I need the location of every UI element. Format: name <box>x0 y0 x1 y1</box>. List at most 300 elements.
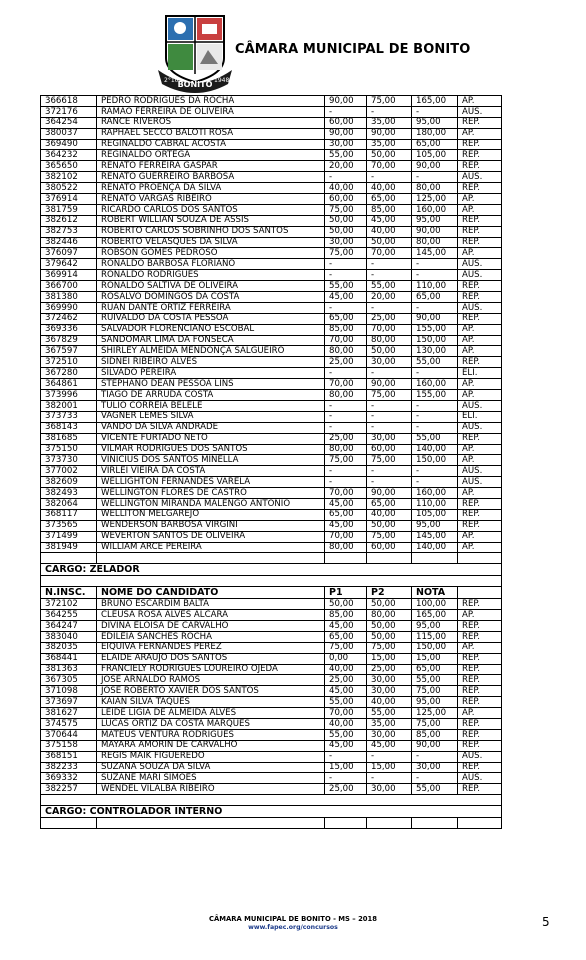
table-row <box>41 335 502 346</box>
final-grade-cell: 80,00 <box>412 183 458 194</box>
result-status-cell: REP. <box>458 313 502 324</box>
result-status-cell: AP. <box>458 708 502 719</box>
candidate-name-cell: RUIVALDO DA COSTA PESSOA <box>97 313 325 324</box>
registration-cell: 382102 <box>41 172 97 183</box>
registration-cell: 366618 <box>41 96 97 107</box>
table-row <box>41 281 502 292</box>
table-row <box>41 599 502 610</box>
final-grade-cell: 85,00 <box>412 729 458 740</box>
p1-score-cell: - <box>325 400 367 411</box>
results-table <box>40 95 502 829</box>
table-row <box>41 139 502 150</box>
result-status-cell: AUS. <box>458 259 502 270</box>
result-status-cell: AUS. <box>458 773 502 784</box>
candidate-name-cell: RANCE RIVEROS <box>97 117 325 128</box>
registration-cell: 382612 <box>41 215 97 226</box>
table-row <box>41 400 502 411</box>
result-status-cell: AP. <box>458 204 502 215</box>
candidate-name-cell: MATEUS VENTURA RODRIGUES <box>97 729 325 740</box>
p2-score-cell: 75,00 <box>367 642 412 653</box>
cargo-controlador-section <box>41 795 502 829</box>
p2-score-cell: 30,00 <box>367 729 412 740</box>
p2-score-cell: 80,00 <box>367 610 412 621</box>
p1-score-cell: - <box>325 477 367 488</box>
final-grade-cell: 55,00 <box>412 784 458 795</box>
registration-cell: 382446 <box>41 237 97 248</box>
registration-cell: 383040 <box>41 631 97 642</box>
result-status-cell: AP. <box>458 610 502 621</box>
table-row <box>41 117 502 128</box>
final-grade-cell: 30,00 <box>412 762 458 773</box>
candidate-name-cell: PEDRO RODRIGUES DA ROCHA <box>97 96 325 107</box>
p1-score-cell: 50,00 <box>325 599 367 610</box>
candidate-name-cell: ELAIDE ARAUJO DOS SANTOS <box>97 653 325 664</box>
registration-cell: 364232 <box>41 150 97 161</box>
p2-score-cell: - <box>367 270 412 281</box>
candidate-name-column-header: NOME DO CANDIDATO <box>97 587 325 599</box>
candidate-name-cell: RENATO PROENÇA DA SILVA <box>97 183 325 194</box>
registration-cell: 373733 <box>41 411 97 422</box>
registration-cell: 382035 <box>41 642 97 653</box>
p2-score-cell: 40,00 <box>367 183 412 194</box>
result-status-cell: REP. <box>458 237 502 248</box>
candidate-name-cell: CLEUSA ROSA ALVES ALCARA <box>97 610 325 621</box>
final-grade-cell: 90,00 <box>412 740 458 751</box>
p2-score-cell: - <box>367 477 412 488</box>
registration-cell: 364247 <box>41 620 97 631</box>
result-status-cell: AP. <box>458 642 502 653</box>
table-row <box>41 346 502 357</box>
final-grade-cell: 100,00 <box>412 599 458 610</box>
p1-score-cell: 75,00 <box>325 455 367 466</box>
p1-score-cell: - <box>325 259 367 270</box>
result-status-cell: AUS. <box>458 302 502 313</box>
p2-score-cell: 90,00 <box>367 488 412 499</box>
candidate-name-cell: MAYARA AMORIN DE CARVALHO <box>97 740 325 751</box>
final-grade-cell: - <box>412 411 458 422</box>
final-grade-cell: - <box>412 368 458 379</box>
p1-score-cell: 40,00 <box>325 183 367 194</box>
final-grade-cell: - <box>412 270 458 281</box>
p1-score-cell: 15,00 <box>325 762 367 773</box>
registration-cell: 382753 <box>41 226 97 237</box>
result-status-cell: REP. <box>458 740 502 751</box>
result-status-cell: REP. <box>458 653 502 664</box>
result-status-cell: AP. <box>458 194 502 205</box>
p1-score-cell: - <box>325 368 367 379</box>
p1-column-header: P1 <box>325 587 367 599</box>
result-status-cell: REP. <box>458 762 502 773</box>
final-grade-cell: 160,00 <box>412 379 458 390</box>
p2-score-cell: 30,00 <box>367 784 412 795</box>
cargo-zelador-heading: CARGO: ZELADOR <box>41 564 502 576</box>
p1-score-cell: - <box>325 751 367 762</box>
final-grade-cell: 90,00 <box>412 161 458 172</box>
registration-cell: 382609 <box>41 477 97 488</box>
candidate-name-cell: SIDNEI RIBEIRO ALVES <box>97 357 325 368</box>
final-grade-cell: 150,00 <box>412 455 458 466</box>
final-grade-cell: 130,00 <box>412 346 458 357</box>
p2-score-cell: - <box>367 411 412 422</box>
candidate-name-cell: SHIRLEY ALMEIDA MENDONÇA SALGUEIRO <box>97 346 325 357</box>
final-grade-cell: 95,00 <box>412 697 458 708</box>
p2-score-cell: 90,00 <box>367 128 412 139</box>
table-row <box>41 292 502 303</box>
column-header-row <box>41 587 502 599</box>
final-grade-cell: 165,00 <box>412 610 458 621</box>
registration-cell: 372176 <box>41 106 97 117</box>
p1-score-cell: 45,00 <box>325 686 367 697</box>
p1-score-cell: 55,00 <box>325 729 367 740</box>
result-status-cell: REP. <box>458 498 502 509</box>
candidate-name-cell: TULIO CORREIA BELELE <box>97 400 325 411</box>
p2-score-cell: 60,00 <box>367 444 412 455</box>
candidate-name-cell: WELLINGTON FLORES DE CASTRO <box>97 488 325 499</box>
p1-score-cell: 30,00 <box>325 139 367 150</box>
table-row <box>41 697 502 708</box>
registration-cell: 372510 <box>41 357 97 368</box>
candidate-name-cell: REGINALDO ORTEGA <box>97 150 325 161</box>
registration-cell: 365650 <box>41 161 97 172</box>
registration-cell: 375150 <box>41 444 97 455</box>
p2-score-cell: 55,00 <box>367 708 412 719</box>
cargo-controlador-heading: CARGO: CONTROLADOR INTERNO <box>41 806 502 818</box>
registration-cell: 370644 <box>41 729 97 740</box>
result-status-cell: ELI. <box>458 368 502 379</box>
candidate-name-cell: SALVADOR FLORENCIANO ESCOBAL <box>97 324 325 335</box>
registration-cell: 374575 <box>41 718 97 729</box>
p1-score-cell: 80,00 <box>325 390 367 401</box>
final-grade-cell: 75,00 <box>412 686 458 697</box>
result-status-cell: REP. <box>458 620 502 631</box>
registration-cell: 373996 <box>41 390 97 401</box>
p1-score-cell: 25,00 <box>325 784 367 795</box>
registration-cell: 376914 <box>41 194 97 205</box>
p1-score-cell: 85,00 <box>325 324 367 335</box>
p1-score-cell: 40,00 <box>325 718 367 729</box>
p2-score-cell: - <box>367 259 412 270</box>
p1-score-cell: 70,00 <box>325 335 367 346</box>
candidate-name-cell: EIQUIVÁ FERNANDES PEREZ <box>97 642 325 653</box>
table-row <box>41 248 502 259</box>
p2-score-cell: 70,00 <box>367 248 412 259</box>
registration-cell: 366700 <box>41 281 97 292</box>
result-status-cell: REP. <box>458 718 502 729</box>
p1-score-cell: 70,00 <box>325 708 367 719</box>
table-row <box>41 368 502 379</box>
registration-cell: 368117 <box>41 509 97 520</box>
table-row <box>41 237 502 248</box>
final-grade-cell: - <box>412 106 458 117</box>
registration-cell: 381759 <box>41 204 97 215</box>
p1-score-cell: 65,00 <box>325 631 367 642</box>
municipal-crest-icon <box>152 12 238 94</box>
document-footer <box>0 915 586 931</box>
candidate-name-cell: SUZANE MARI SIMÕES <box>97 773 325 784</box>
p1-score-cell: 80,00 <box>325 542 367 553</box>
table-row <box>41 128 502 139</box>
p1-score-cell: 40,00 <box>325 664 367 675</box>
registration-cell: 381949 <box>41 542 97 553</box>
table-row <box>41 357 502 368</box>
p1-score-cell: 75,00 <box>325 204 367 215</box>
table-row <box>41 433 502 444</box>
p1-score-cell: 25,00 <box>325 357 367 368</box>
result-status-cell: AUS. <box>458 270 502 281</box>
p1-score-cell: 80,00 <box>325 444 367 455</box>
registration-cell: 369990 <box>41 302 97 313</box>
p2-score-cell: 25,00 <box>367 313 412 324</box>
registration-cell: 364861 <box>41 379 97 390</box>
p2-score-cell: 75,00 <box>367 455 412 466</box>
candidate-name-cell: WILLIAM ARCE PEREIRA <box>97 542 325 553</box>
result-status-cell: AP. <box>458 324 502 335</box>
candidate-name-cell: ROBERTO CARLOS SOBRINHO DOS SANTOS <box>97 226 325 237</box>
table-row <box>41 324 502 335</box>
table-row <box>41 194 502 205</box>
table-row <box>41 411 502 422</box>
table-row <box>41 708 502 719</box>
p2-score-cell: - <box>367 106 412 117</box>
table-row <box>41 631 502 642</box>
candidate-name-cell: RUAN DANTE ORTIZ FERREIRA <box>97 302 325 313</box>
final-grade-cell: 140,00 <box>412 444 458 455</box>
final-grade-cell: 55,00 <box>412 357 458 368</box>
result-status-cell: AP. <box>458 346 502 357</box>
table-row <box>41 498 502 509</box>
candidate-name-cell: WENDEL VILALBA RIBEIRO <box>97 784 325 795</box>
status-column-header <box>458 587 502 599</box>
table-row <box>41 172 502 183</box>
final-grade-cell: 105,00 <box>412 150 458 161</box>
result-status-cell: AP. <box>458 379 502 390</box>
p2-score-cell: 75,00 <box>367 390 412 401</box>
p2-score-cell: 50,00 <box>367 620 412 631</box>
result-status-cell: AP. <box>458 444 502 455</box>
final-grade-cell: 110,00 <box>412 281 458 292</box>
registration-cell: 377002 <box>41 466 97 477</box>
result-status-cell: AUS. <box>458 751 502 762</box>
p2-score-cell: 15,00 <box>367 762 412 773</box>
p1-score-cell: 80,00 <box>325 346 367 357</box>
result-status-cell: REP. <box>458 729 502 740</box>
p2-score-cell: 60,00 <box>367 542 412 553</box>
result-status-cell: REP. <box>458 697 502 708</box>
final-grade-cell: 55,00 <box>412 433 458 444</box>
table-row <box>41 740 502 751</box>
registration-cell: 369914 <box>41 270 97 281</box>
table-row <box>41 509 502 520</box>
p2-score-cell: 45,00 <box>367 740 412 751</box>
registration-cell: 382064 <box>41 498 97 509</box>
registration-cell: 367280 <box>41 368 97 379</box>
candidate-name-cell: JOSÉ ARNALDO RAMOS <box>97 675 325 686</box>
result-status-cell: AP. <box>458 128 502 139</box>
candidate-name-cell: JOSÉ ROBERTO XAVIER DOS SANTOS <box>97 686 325 697</box>
p2-score-cell: - <box>367 466 412 477</box>
candidate-name-cell: WELLINGTON MIRANDA MALENGO ANTONIO <box>97 498 325 509</box>
result-status-cell: ELI. <box>458 411 502 422</box>
p1-score-cell: 55,00 <box>325 281 367 292</box>
candidate-name-cell: RENATO FERREIRA GASPAR <box>97 161 325 172</box>
organization-title: CÂMARA MUNICIPAL DE BONITO <box>235 42 471 57</box>
candidate-name-cell: VAGNER LEMES SILVA <box>97 411 325 422</box>
registration-cell: 367597 <box>41 346 97 357</box>
p2-score-cell: 70,00 <box>367 161 412 172</box>
p1-score-cell: 45,00 <box>325 740 367 751</box>
registration-cell: 367305 <box>41 675 97 686</box>
table-row <box>41 379 502 390</box>
candidate-name-cell: RENATO VARGAS RIBEIRO <box>97 194 325 205</box>
table-row <box>41 531 502 542</box>
p1-score-cell: 60,00 <box>325 117 367 128</box>
registration-cell: 380037 <box>41 128 97 139</box>
candidate-name-cell: SUZANA SOUZA DA SILVA <box>97 762 325 773</box>
table-row <box>41 302 502 313</box>
table-row <box>41 488 502 499</box>
p2-score-cell: 45,00 <box>367 215 412 226</box>
table-row <box>41 106 502 117</box>
result-status-cell: AP. <box>458 335 502 346</box>
table-row <box>41 466 502 477</box>
registration-cell: 381627 <box>41 708 97 719</box>
p2-score-cell: - <box>367 751 412 762</box>
final-grade-cell: 90,00 <box>412 313 458 324</box>
p2-score-cell: 30,00 <box>367 686 412 697</box>
p2-score-cell: 50,00 <box>367 150 412 161</box>
registration-cell: 381380 <box>41 292 97 303</box>
registration-cell: 373565 <box>41 520 97 531</box>
candidate-name-cell: WELLITON MELGAREJO <box>97 509 325 520</box>
result-status-cell: AUS. <box>458 172 502 183</box>
p1-score-cell: 45,00 <box>325 620 367 631</box>
candidate-name-cell: RONALDO SALTIVA DE OLIVEIRA <box>97 281 325 292</box>
crest-left-text: 2°10 <box>164 77 179 84</box>
p2-score-cell: 35,00 <box>367 718 412 729</box>
registration-cell: 382257 <box>41 784 97 795</box>
p2-score-cell: 40,00 <box>367 697 412 708</box>
section-gap <box>41 553 502 564</box>
p1-score-cell: 50,00 <box>325 226 367 237</box>
final-grade-cell: - <box>412 259 458 270</box>
result-status-cell: REP. <box>458 509 502 520</box>
result-status-cell: REP. <box>458 281 502 292</box>
grade-column-header: NOTA <box>412 587 458 599</box>
result-status-cell: REP. <box>458 784 502 795</box>
result-status-cell: REP. <box>458 357 502 368</box>
p2-score-cell: 25,00 <box>367 664 412 675</box>
candidate-name-cell: WENDERSON BARBOSA VIRGINI <box>97 520 325 531</box>
registration-cell: 368441 <box>41 653 97 664</box>
candidate-name-cell: RAMÃO FERREIRA DE OLIVEIRA <box>97 106 325 117</box>
p1-score-cell: 70,00 <box>325 488 367 499</box>
final-grade-cell: 125,00 <box>412 194 458 205</box>
p1-score-cell: - <box>325 302 367 313</box>
registration-cell: 380522 <box>41 183 97 194</box>
registration-cell: 373730 <box>41 455 97 466</box>
final-grade-cell: 105,00 <box>412 509 458 520</box>
table-row <box>41 215 502 226</box>
p1-score-cell: 20,00 <box>325 161 367 172</box>
p2-score-cell: 50,00 <box>367 631 412 642</box>
p2-score-cell: - <box>367 172 412 183</box>
document-header <box>0 8 586 92</box>
table-row <box>41 422 502 433</box>
results-zelador-section <box>41 599 502 795</box>
p2-score-cell: 65,00 <box>367 498 412 509</box>
final-grade-cell: - <box>412 751 458 762</box>
final-grade-cell: - <box>412 302 458 313</box>
table-row <box>41 96 502 107</box>
p1-score-cell: 25,00 <box>325 675 367 686</box>
candidate-name-cell: VILMAR RODRIGUES DOS SANTOS <box>97 444 325 455</box>
candidate-name-cell: VINICIUS DOS SANTOS MINELLA <box>97 455 325 466</box>
final-grade-cell: 80,00 <box>412 237 458 248</box>
final-grade-cell: 90,00 <box>412 226 458 237</box>
final-grade-cell: - <box>412 400 458 411</box>
candidate-name-cell: SILVADO PEREIRA <box>97 368 325 379</box>
registration-cell: 368143 <box>41 422 97 433</box>
registration-cell: 367829 <box>41 335 97 346</box>
table-row <box>41 313 502 324</box>
registration-cell: 371098 <box>41 686 97 697</box>
registration-cell: 369336 <box>41 324 97 335</box>
table-row <box>41 620 502 631</box>
registration-cell: 364254 <box>41 117 97 128</box>
table-row <box>41 642 502 653</box>
registration-cell: 379642 <box>41 259 97 270</box>
final-grade-cell: - <box>412 172 458 183</box>
table-row <box>41 784 502 795</box>
result-status-cell: AUS. <box>458 477 502 488</box>
p2-score-cell: 75,00 <box>367 531 412 542</box>
p2-score-cell: 15,00 <box>367 653 412 664</box>
table-row <box>41 259 502 270</box>
p1-score-cell: - <box>325 411 367 422</box>
p1-score-cell: - <box>325 172 367 183</box>
final-grade-cell: 55,00 <box>412 675 458 686</box>
p1-score-cell: 65,00 <box>325 509 367 520</box>
registration-cell: 369490 <box>41 139 97 150</box>
table-row <box>41 664 502 675</box>
result-status-cell: REP. <box>458 292 502 303</box>
result-status-cell: REP. <box>458 520 502 531</box>
candidate-name-cell: LEIDE LIGIA DE ALMEIDA ALVES <box>97 708 325 719</box>
registration-cell: 381363 <box>41 664 97 675</box>
result-status-cell: REP. <box>458 215 502 226</box>
final-grade-cell: - <box>412 466 458 477</box>
table-row <box>41 270 502 281</box>
result-status-cell: REP. <box>458 599 502 610</box>
p1-score-cell: 75,00 <box>325 642 367 653</box>
final-grade-cell: 165,00 <box>412 96 458 107</box>
p2-score-cell: 30,00 <box>367 357 412 368</box>
table-row <box>41 675 502 686</box>
p2-score-cell: 30,00 <box>367 675 412 686</box>
result-status-cell: REP. <box>458 150 502 161</box>
result-status-cell: REP. <box>458 686 502 697</box>
result-status-cell: REP. <box>458 664 502 675</box>
candidate-name-cell: DIVINA ELOISA DE CARVALHO <box>97 620 325 631</box>
final-grade-cell: 145,00 <box>412 531 458 542</box>
candidate-name-cell: RICARDO CARLOS DOS SANTOS <box>97 204 325 215</box>
footer-website-link[interactable]: www.fapec.org/concursos <box>248 924 338 931</box>
p1-score-cell: - <box>325 422 367 433</box>
registration-cell: 376097 <box>41 248 97 259</box>
candidate-name-cell: WELLIGHTON FERNANDES VARELA <box>97 477 325 488</box>
final-grade-cell: 125,00 <box>412 708 458 719</box>
candidate-name-cell: RONALDO RODRIGUES <box>97 270 325 281</box>
